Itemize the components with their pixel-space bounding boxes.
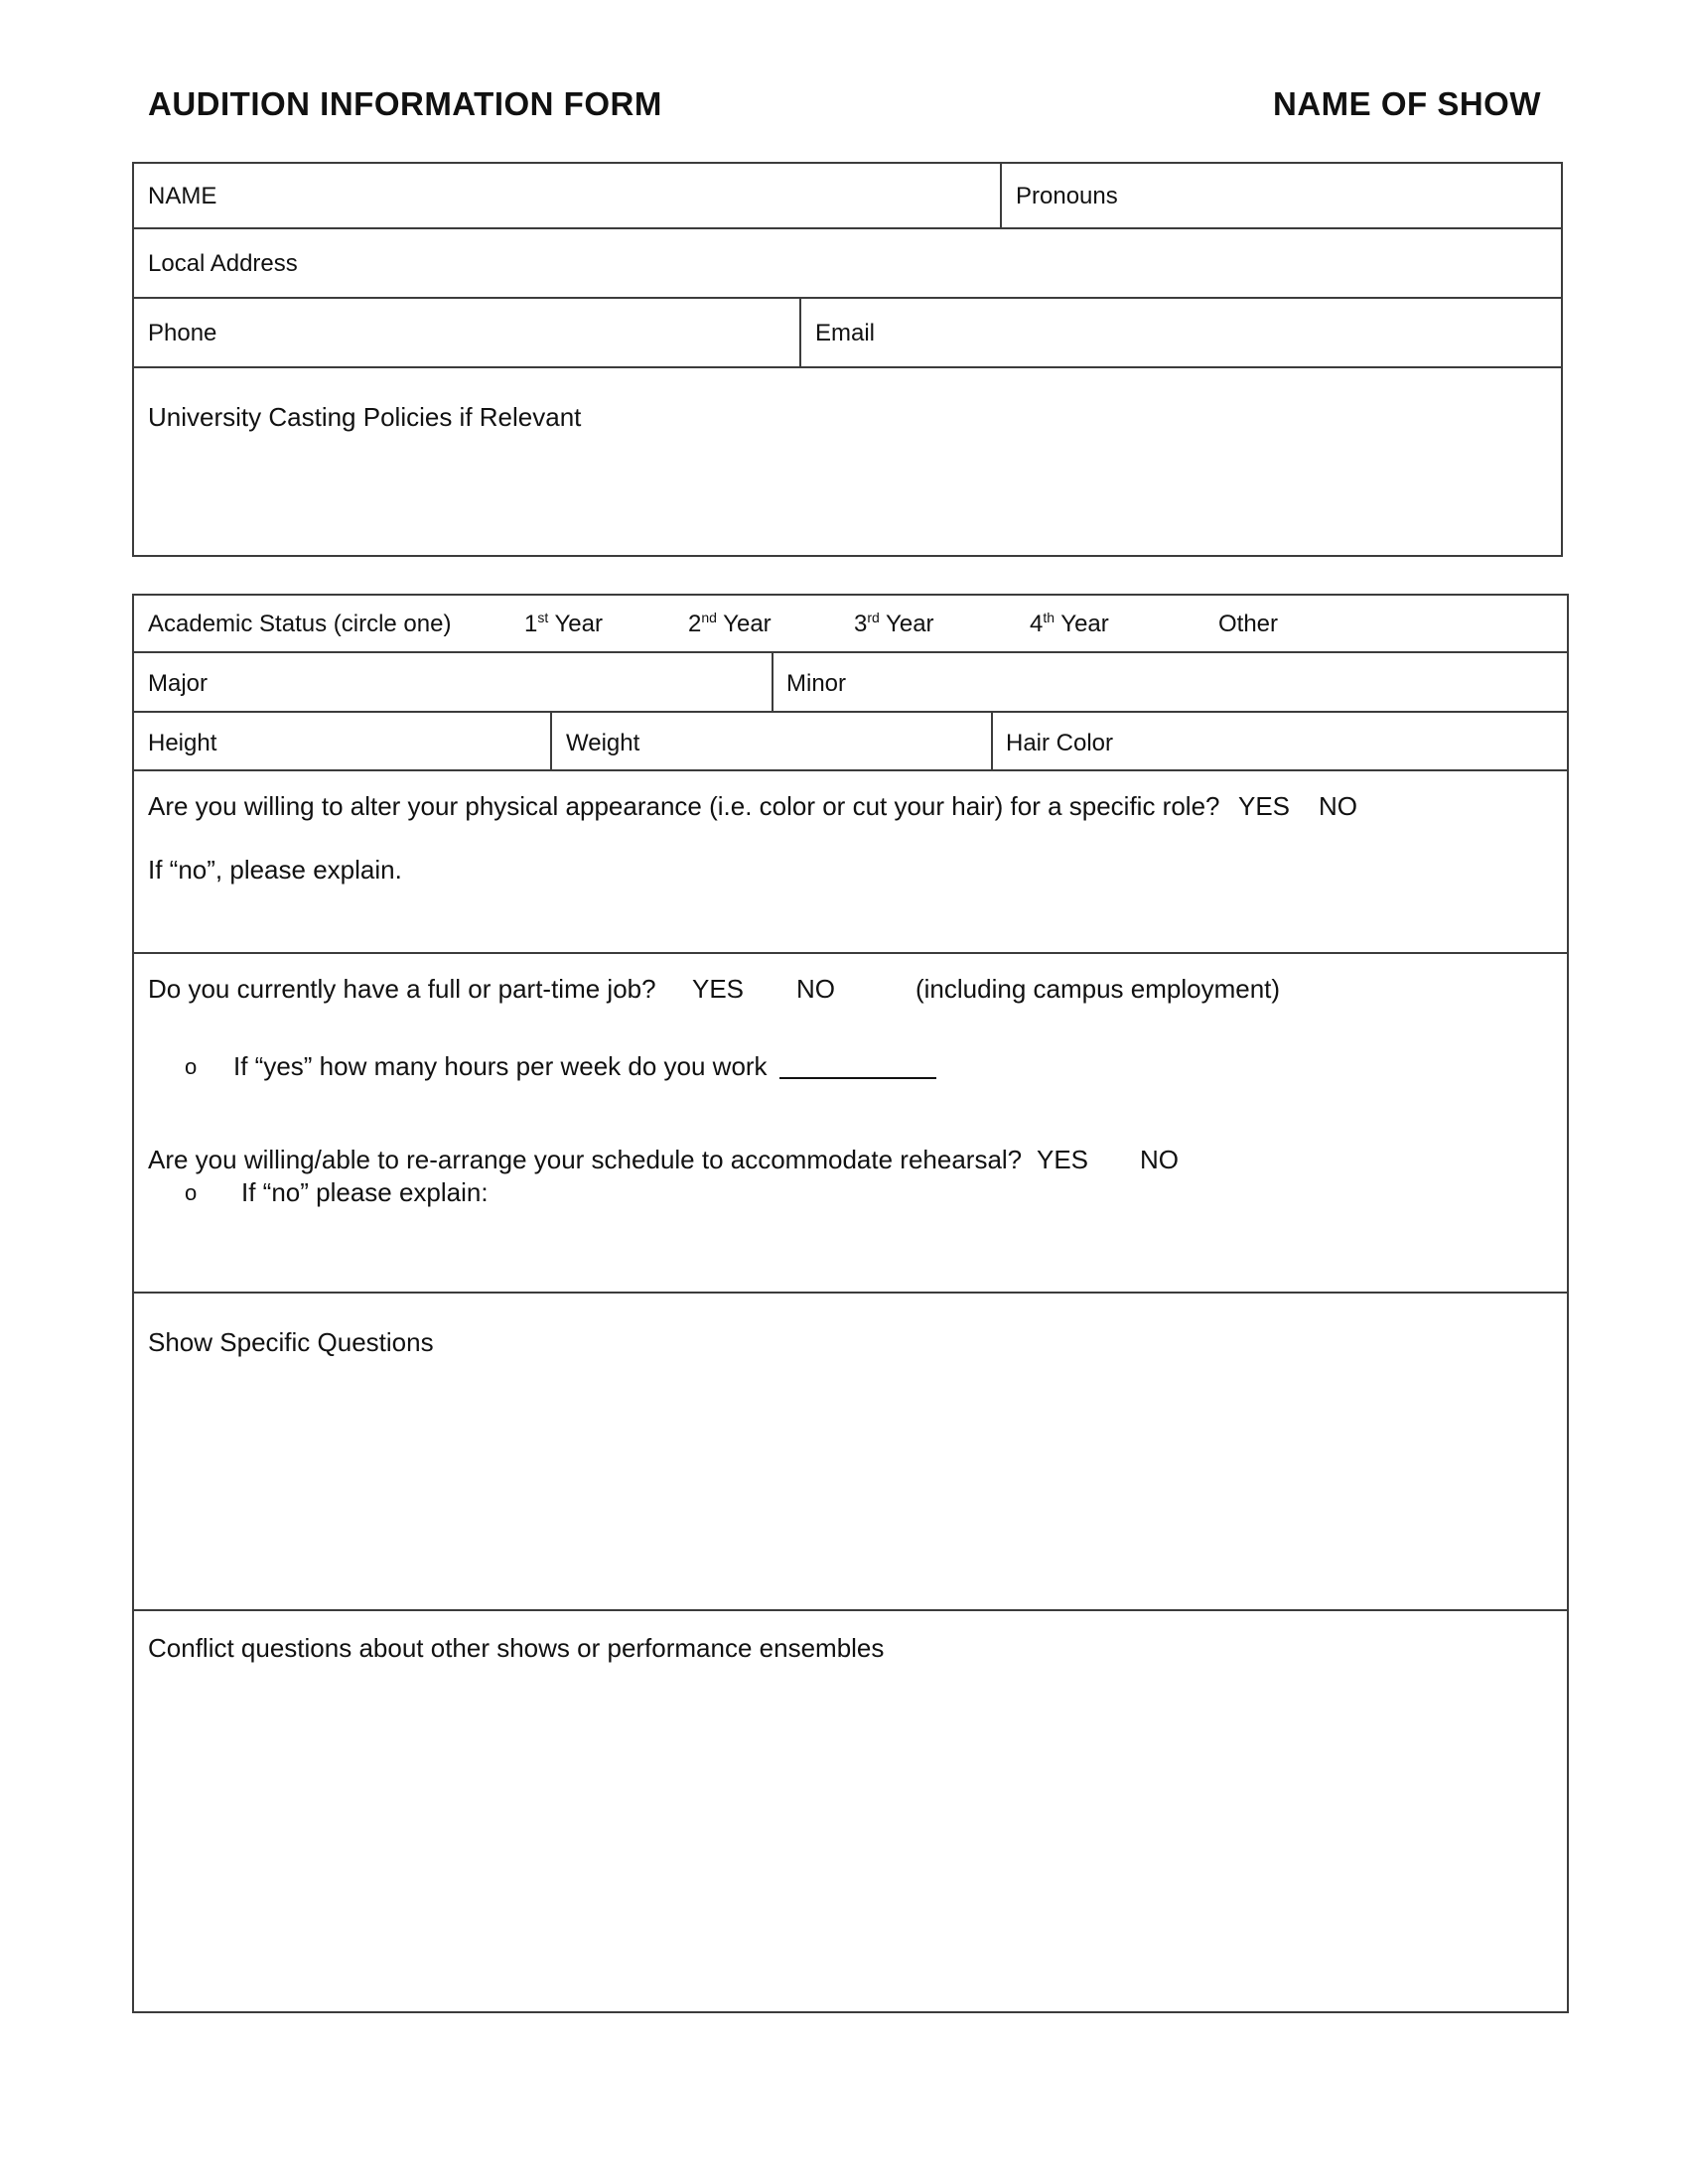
divider: [1000, 162, 1002, 228]
job-note: (including campus employment): [915, 974, 1281, 1004]
job-no-option[interactable]: NO: [796, 974, 835, 1004]
divider: [132, 1292, 1569, 1294]
bullet-icon: o: [185, 1180, 198, 1205]
divider: [132, 711, 1569, 713]
year-suffix: th: [1043, 610, 1055, 625]
schedule-question: Are you willing/able to re-arrange your schedule to accommodate rehearsal?: [148, 1145, 1023, 1174]
option-4th-year[interactable]: [1030, 610, 1109, 637]
hair-color-field[interactable]: Hair Color: [1006, 730, 1114, 756]
major-field[interactable]: Major: [148, 670, 209, 697]
year-word: Year: [554, 611, 603, 637]
height-field[interactable]: Height: [148, 730, 217, 756]
divider: [132, 1609, 1569, 1611]
job-question: Do you currently have a full or part-time job?: [148, 974, 656, 1004]
divider: [132, 769, 1569, 771]
job-yes-option[interactable]: YES: [692, 974, 745, 1004]
year-number: 2: [688, 611, 702, 637]
form-title: AUDITION INFORMATION FORM: [148, 85, 662, 122]
name-field[interactable]: NAME: [148, 183, 217, 209]
year-word: Year: [886, 611, 934, 637]
weight-field[interactable]: Weight: [566, 730, 640, 756]
divider: [132, 227, 1563, 229]
minor-field[interactable]: Minor: [786, 670, 847, 697]
academic-status-label: Academic Status (circle one): [148, 611, 452, 637]
year-suffix: rd: [867, 610, 880, 625]
appearance-no-option[interactable]: NO: [1319, 791, 1357, 821]
bullet-icon: o: [185, 1054, 198, 1079]
divider: [132, 297, 1563, 299]
appearance-explain-field[interactable]: If “no”, please explain.: [148, 855, 402, 885]
option-3rd-year[interactable]: [854, 610, 934, 637]
year-number: 1: [524, 611, 538, 637]
divider: [132, 366, 1563, 368]
pronouns-field[interactable]: Pronouns: [1016, 183, 1118, 209]
job-hours-blank[interactable]: [779, 1077, 936, 1079]
divider: [991, 711, 993, 770]
year-suffix: nd: [701, 610, 717, 625]
schedule-no-option[interactable]: NO: [1140, 1145, 1179, 1174]
year-number: 4: [1030, 611, 1044, 637]
divider: [799, 297, 801, 367]
schedule-yes-option[interactable]: YES: [1037, 1145, 1089, 1174]
casting-policies-field[interactable]: University Casting Policies if Relevant: [148, 402, 582, 432]
job-hours-label: If “yes” how many hours per week do you work: [233, 1051, 768, 1081]
phone-field[interactable]: Phone: [148, 320, 217, 346]
divider: [132, 952, 1569, 954]
option-other[interactable]: Other: [1218, 611, 1279, 637]
year-suffix: st: [537, 610, 549, 625]
show-specific-questions-field[interactable]: Show Specific Questions: [148, 1327, 434, 1357]
email-field[interactable]: Email: [815, 320, 876, 346]
divider: [772, 651, 774, 712]
divider: [132, 651, 1569, 653]
option-1st-year[interactable]: [524, 610, 603, 637]
year-number: 3: [854, 611, 868, 637]
conflict-questions-field[interactable]: Conflict questions about other shows or performance ensembles: [148, 1633, 885, 1663]
option-2nd-year[interactable]: [688, 610, 772, 637]
contact-section: [132, 162, 1563, 557]
divider: [550, 711, 552, 770]
local-address-field[interactable]: Local Address: [148, 250, 298, 277]
year-word: Year: [723, 611, 772, 637]
show-name: NAME OF SHOW: [1273, 85, 1541, 122]
year-word: Year: [1060, 611, 1109, 637]
appearance-question: Are you willing to alter your physical appearance (i.e. color or cut your hair) for a specific role?: [148, 791, 1220, 821]
schedule-explain-field[interactable]: If “no” please explain:: [241, 1177, 489, 1207]
appearance-yes-option[interactable]: YES: [1238, 791, 1291, 821]
